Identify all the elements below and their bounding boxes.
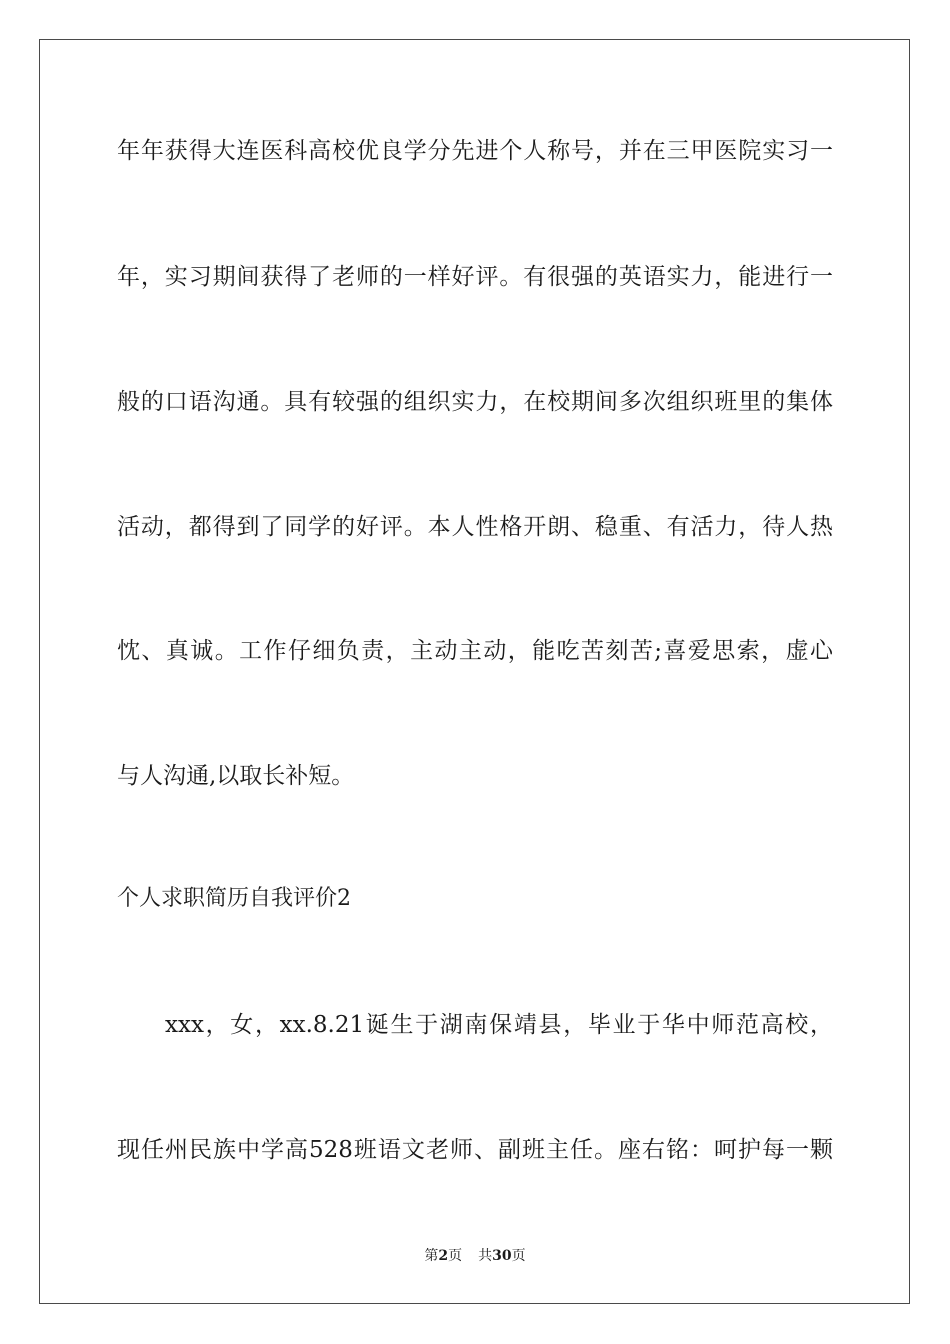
footer-page-number: 2 [438, 1248, 449, 1264]
page-border [39, 39, 910, 1304]
footer-total-suffix: 页 [511, 1248, 526, 1264]
footer-total-pages: 30 [492, 1248, 512, 1264]
body-line-5: 忱、真诚。工作仔细负责，主动主动，能吃苦刻苦;喜爱思索，虚心 [117, 638, 833, 664]
body-line-3: 般的口语沟通。具有较强的组织实力，在校期间多次组织班里的集体 [117, 389, 833, 415]
para2-line-1: xxx，女，xx.8.21诞生于湖南保靖县，毕业于华中师范高校， [165, 1012, 833, 1038]
para2-line-2: 现任州民族中学高528班语文老师、副班主任。座右铭：呵护每一颗 [117, 1137, 833, 1163]
body-line-2: 年，实习期间获得了老师的一样好评。有很强的英语实力，能进行一 [117, 264, 833, 290]
body-line-4: 活动，都得到了同学的好评。本人性格开朗、稳重、有活力，待人热 [117, 514, 833, 540]
page-footer [0, 1247, 950, 1265]
body-line-1: 年年获得大连医科高校优良学分先进个人称号，并在三甲医院实习一 [117, 138, 833, 164]
body-line-6: 与人沟通,以取长补短。 [117, 763, 355, 789]
section-heading: 个人求职简历自我评价2 [117, 886, 351, 911]
footer-prefix: 第 [424, 1248, 439, 1264]
footer-total-prefix: 共 [478, 1248, 493, 1264]
footer-page-suffix: 页 [448, 1248, 463, 1264]
